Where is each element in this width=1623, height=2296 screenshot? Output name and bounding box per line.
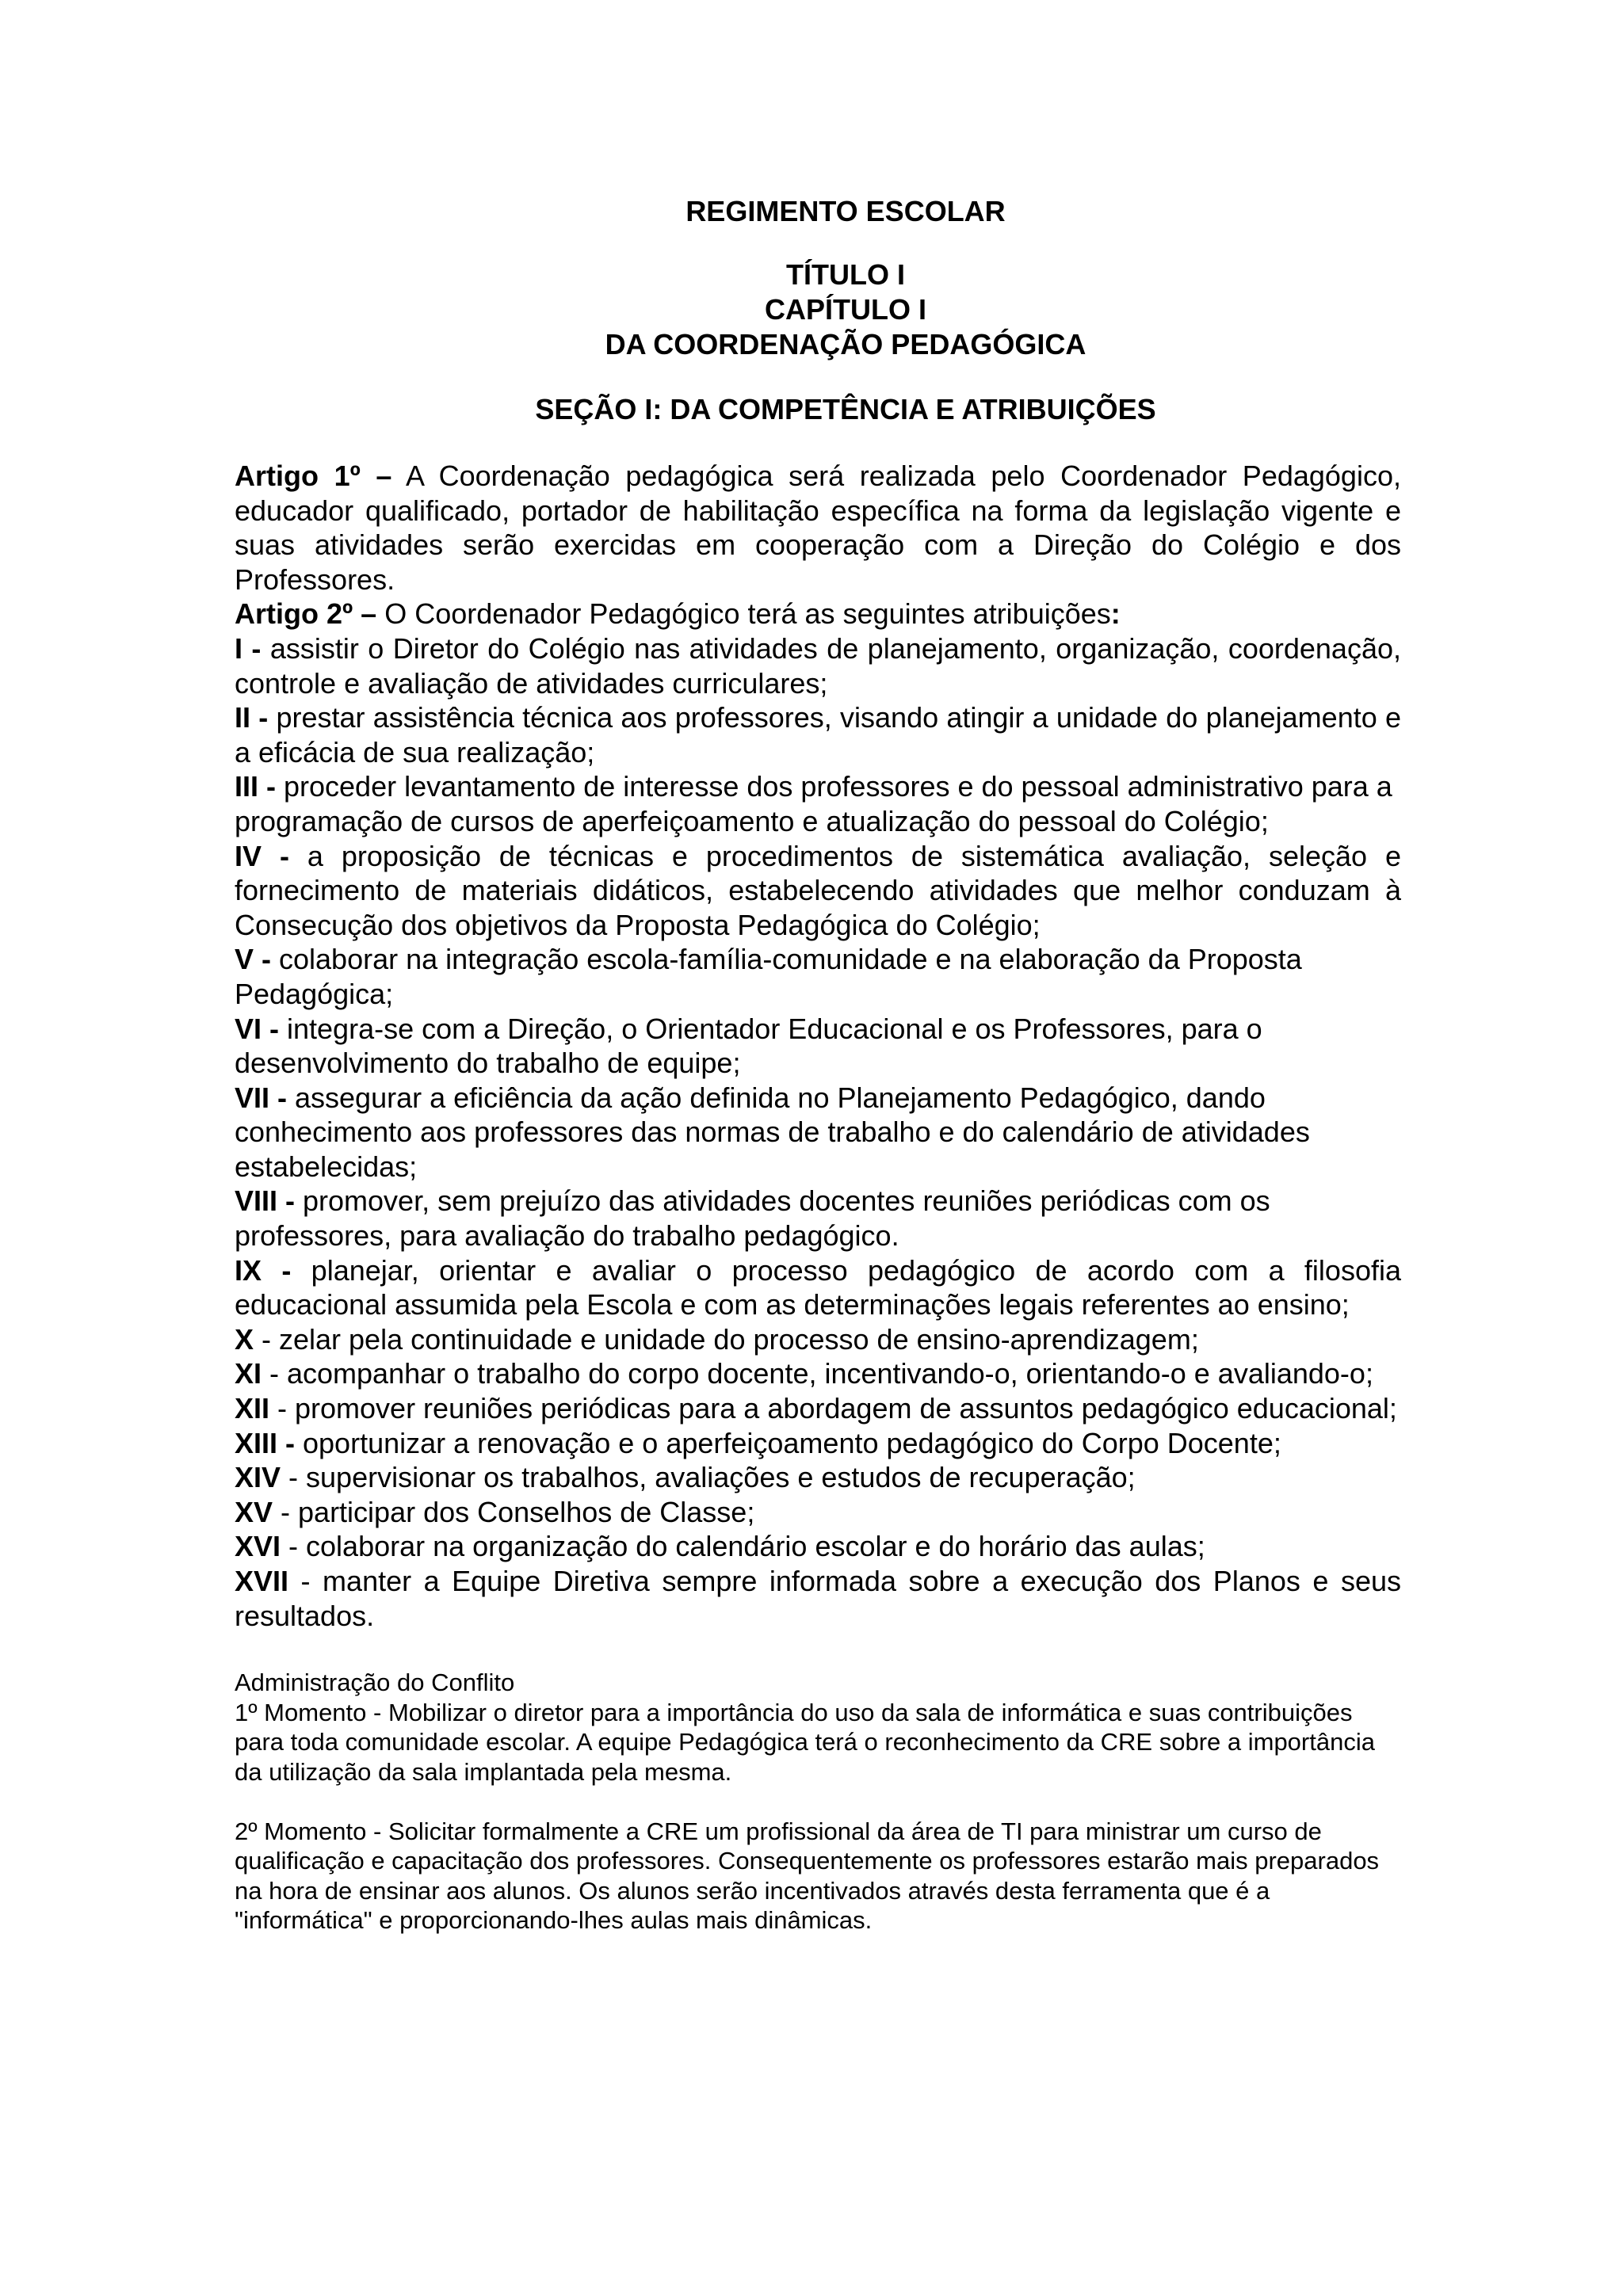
artigo-1: [235, 459, 1401, 597]
artigo-2: [235, 597, 1401, 631]
item-text: integra-se com a Direção, o Orientador Educacional e os Professores, para o desenvolvimento do trabalho de equipe;: [235, 1012, 1262, 1080]
item-xi: [235, 1356, 1401, 1391]
item-text: - promover reuniões periódicas para a abordagem de assuntos pedagógico educacional;: [269, 1392, 1397, 1425]
item-xii: [235, 1391, 1401, 1426]
item-text: - manter a Equipe Diretiva sempre informada sobre a execução dos Planos e seus resultados.: [235, 1565, 1401, 1632]
item-ii: [235, 700, 1401, 769]
item-label: IX -: [235, 1253, 292, 1287]
item-text: colaborar na integração escola-família-comunidade e na elaboração da Proposta Pedagógica;: [235, 943, 1302, 1010]
item-xiv: [235, 1460, 1401, 1495]
item-label: XV: [235, 1495, 273, 1528]
item-label: XII: [235, 1392, 270, 1425]
section-heading: SEÇÃO I: DA COMPETÊNCIA E ATRIBUIÇÕES: [535, 393, 1156, 425]
item-text: a proposição de técnicas e procedimentos de sistemática avaliação, seleção e fornecimento de materiais didáticos, estabelecendo atividades que melhor conduzam à Consecução dos objetivos da Proposta Pedagógica do Colégio;: [235, 839, 1401, 941]
momento-1: 1º Momento - Mobilizar o diretor para a importância do uso da sala de informática e suas contribuições para toda comunidade escolar. A equipe Pedagógica terá o reconhecimento da CRE sobre a importância da utilização da sala implantada pela mesma.: [235, 1698, 1375, 1786]
item-label: VI -: [235, 1012, 280, 1045]
document-title: REGIMENTO ESCOLAR: [685, 195, 1006, 227]
item-label: V -: [235, 943, 272, 976]
item-label: III -: [235, 770, 276, 803]
articles-body: [235, 459, 1401, 1633]
item-label: II -: [235, 701, 269, 734]
item-iv: [235, 839, 1401, 943]
item-iii: [235, 769, 1401, 838]
item-xvi: [235, 1529, 1401, 1564]
item-text: - colaborar na organização do calendário escolar e do horário das aulas;: [281, 1530, 1205, 1563]
item-viii: [235, 1184, 1401, 1253]
capitulo-heading: CAPÍTULO I: [765, 293, 926, 326]
item-text: prestar assistência técnica aos professores, visando atingir a unidade do planejamento e a eficácia de sua realização;: [235, 701, 1402, 769]
item-label: I -: [235, 631, 262, 665]
titulo-heading: TÍTULO I: [786, 258, 905, 291]
item-text: - supervisionar os trabalhos, avaliações e estudos de recuperação;: [281, 1461, 1136, 1494]
item-vi: [235, 1012, 1401, 1081]
item-v: [235, 942, 1401, 1011]
item-text: assistir o Diretor do Colégio nas atividades de planejamento, organização, coordenação, controle e avaliação de atividades curriculares;: [235, 631, 1401, 700]
item-text: planejar, orientar e avaliar o processo pedagógico de acordo com a filosofia educacional assumida pela Escola e com as determinações legais referentes ao ensino;: [235, 1253, 1401, 1322]
artigo-1-text: A Coordenação pedagógica será realizada pelo Coordenador Pedagógico, educador qualificado, portador de habilitação específica na forma da legislação vigente e suas atividades serão exercidas em cooperação com a Direção do Colégio e dos Professores.: [235, 460, 1401, 596]
item-i: [235, 631, 1401, 700]
item-ix: [235, 1253, 1401, 1322]
capitulo-name: DA COORDENAÇÃO PEDAGÓGICA: [605, 328, 1086, 360]
admin-conflict-section: [235, 1668, 1401, 1936]
item-text: - participar dos Conselhos de Classe;: [273, 1495, 755, 1528]
item-label: VII -: [235, 1081, 288, 1114]
artigo-1-label: Artigo 1º –: [235, 460, 392, 492]
item-x: [235, 1322, 1401, 1357]
artigo-2-text: O Coordenador Pedagógico terá as seguintes atribuições: [376, 597, 1111, 631]
item-label: XVI: [235, 1530, 281, 1563]
item-text: assegurar a eficiência da ação definida no Planejamento Pedagógico, dando conhecimento aos professores das normas de trabalho e do calendário de atividades estabelecidas;: [235, 1081, 1310, 1183]
item-text: proceder levantamento de interesse dos professores e do pessoal administrativo para a programação de cursos de aperfeiçoamento e atualização do pessoal do Colégio;: [235, 770, 1392, 837]
admin-heading: Administração do Conflito: [235, 1669, 515, 1697]
item-text: promover, sem prejuízo das atividades docentes reuniões periódicas com os professores, para avaliação do trabalho pedagógico.: [235, 1184, 1270, 1253]
item-label: XVII: [235, 1565, 289, 1597]
item-text: - zelar pela continuidade e unidade do processo de ensino-aprendizagem;: [254, 1322, 1199, 1356]
item-label: IV -: [235, 839, 289, 872]
item-label: X: [235, 1322, 254, 1356]
item-label: XI: [235, 1357, 262, 1390]
item-xiii: [235, 1426, 1401, 1461]
item-vii: [235, 1081, 1401, 1184]
item-label: XIV: [235, 1461, 281, 1494]
item-label: XIII -: [235, 1426, 296, 1459]
item-text: oportunizar a renovação e o aperfeiçoamento pedagógico do Corpo Docente;: [295, 1426, 1281, 1459]
momento-2: 2º Momento - Solicitar formalmente a CRE um profissional da área de TI para ministrar um curso de qualificação e capacitação dos professores. Consequentemente os professores estarão mais preparados na hora de ensinar aos alunos. Os alunos serão incentivados através desta ferramenta que é a "informática" e proporcionando-lhes aulas mais dinâmicas.: [235, 1817, 1380, 1935]
item-text: - acompanhar o trabalho do corpo docente, incentivando-o, orientando-o e avaliando-o;: [262, 1357, 1373, 1390]
item-label: VIII -: [235, 1184, 296, 1218]
item-xv: [235, 1495, 1401, 1530]
artigo-2-colon: :: [1110, 597, 1121, 631]
artigo-2-label: Artigo 2º –: [235, 597, 377, 631]
item-xvii: [235, 1564, 1401, 1633]
